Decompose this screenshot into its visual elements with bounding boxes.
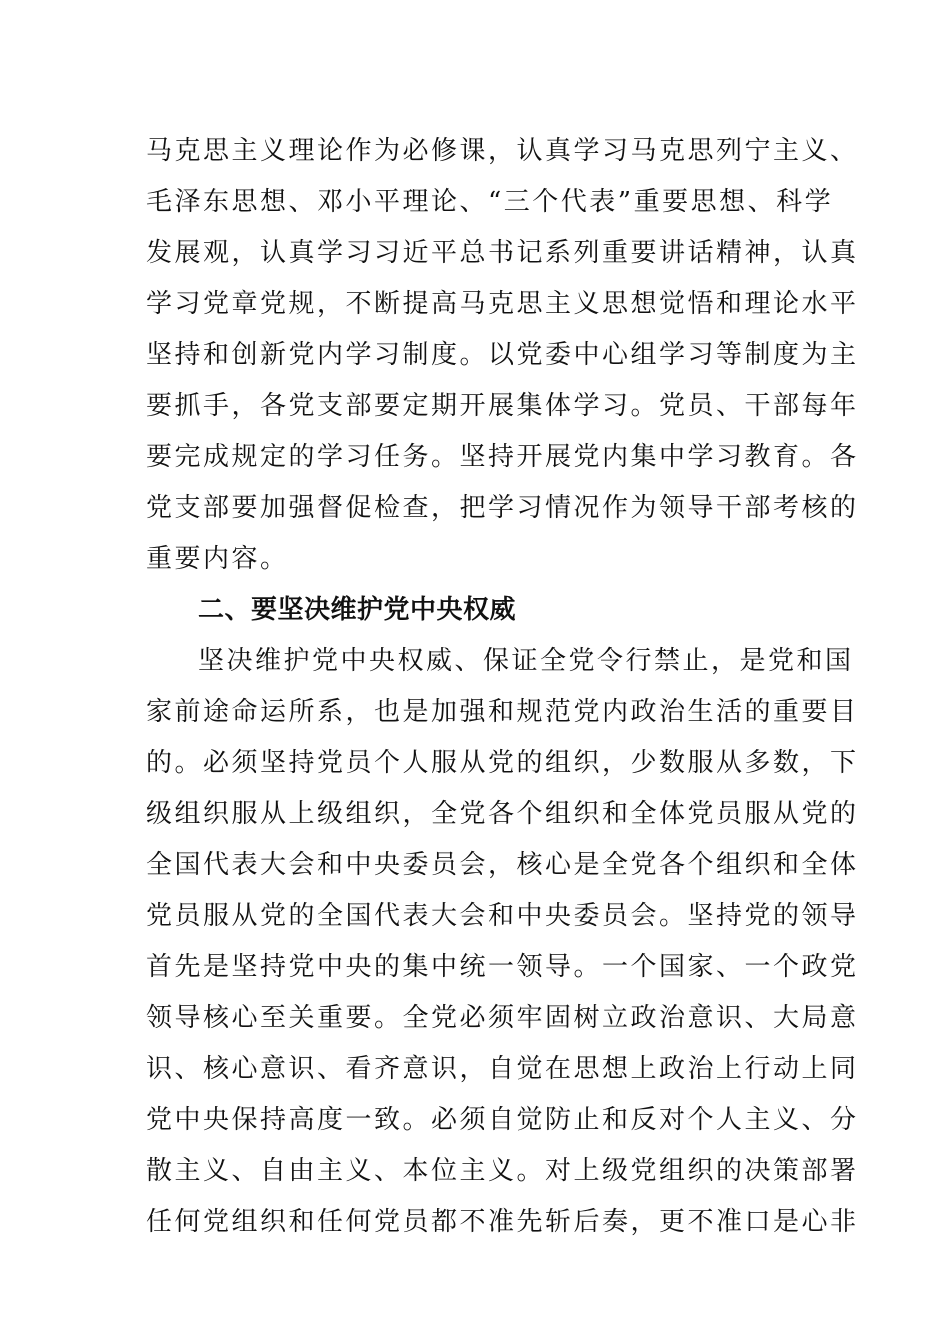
paragraph-line: 识、核心意识、看齐意识，自觉在思想上政治上行动上同 xyxy=(146,1054,859,1084)
paragraph-line: 的。必须坚持党员个人服从党的组织，少数服从多数，下 xyxy=(146,748,859,778)
paragraph-line: 全国代表大会和中央委员会，核心是全党各个组织和全体 xyxy=(146,850,859,880)
paragraph-line: 学习党章党规，不断提高马克思主义思想觉悟和理论水平 xyxy=(146,289,859,319)
paragraph-line: 领导核心至关重要。全党必须牢固树立政治意识、大局意 xyxy=(146,1003,859,1033)
paragraph-line: 毛泽东思想、邓小平理论、“三个代表”重要思想、科学 xyxy=(146,187,834,217)
paragraph-line: 发展观，认真学习习近平总书记系列重要讲话精神，认真 xyxy=(146,238,859,268)
paragraph-line: 首先是坚持党中央的集中统一领导。一个国家、一个政党 xyxy=(146,952,859,982)
paragraph-line: 党员服从党的全国代表大会和中央委员会。坚持党的领导 xyxy=(146,901,859,931)
paragraph-line: 党中央保持高度一致。必须自觉防止和反对个人主义、分 xyxy=(146,1105,859,1135)
paragraph-line: 散主义、自由主义、本位主义。对上级党组织的决策部署 xyxy=(146,1156,859,1186)
paragraph-line: 任何党组织和任何党员都不准先斩后奏，更不准口是心非 xyxy=(146,1207,859,1237)
paragraph-line: 要完成规定的学习任务。坚持开展党内集中学习教育。各 xyxy=(146,442,859,472)
paragraph-line: 重要内容。 xyxy=(146,544,289,574)
paragraph-line: 级组织服从上级组织，全党各个组织和全体党员服从党的 xyxy=(146,799,859,829)
paragraph-line: 马克思主义理论作为必修课，认真学习马克思列宁主义、 xyxy=(146,136,859,166)
paragraph-line: 党支部要加强督促检查，把学习情况作为领导干部考核的 xyxy=(146,493,859,523)
section-heading: 二、要坚决维护党中央权威 xyxy=(198,595,517,625)
paragraph-line: 坚决维护党中央权威、保证全党令行禁止，是党和国 xyxy=(198,646,854,676)
paragraph-line: 坚持和创新党内学习制度。以党委中心组学习等制度为主 xyxy=(146,340,859,370)
paragraph-line: 家前途命运所系，也是加强和规范党内政治生活的重要目 xyxy=(146,697,859,727)
document-body xyxy=(146,126,859,1248)
paragraph-line: 要抓手，各党支部要定期开展集体学习。党员、干部每年 xyxy=(146,391,859,421)
